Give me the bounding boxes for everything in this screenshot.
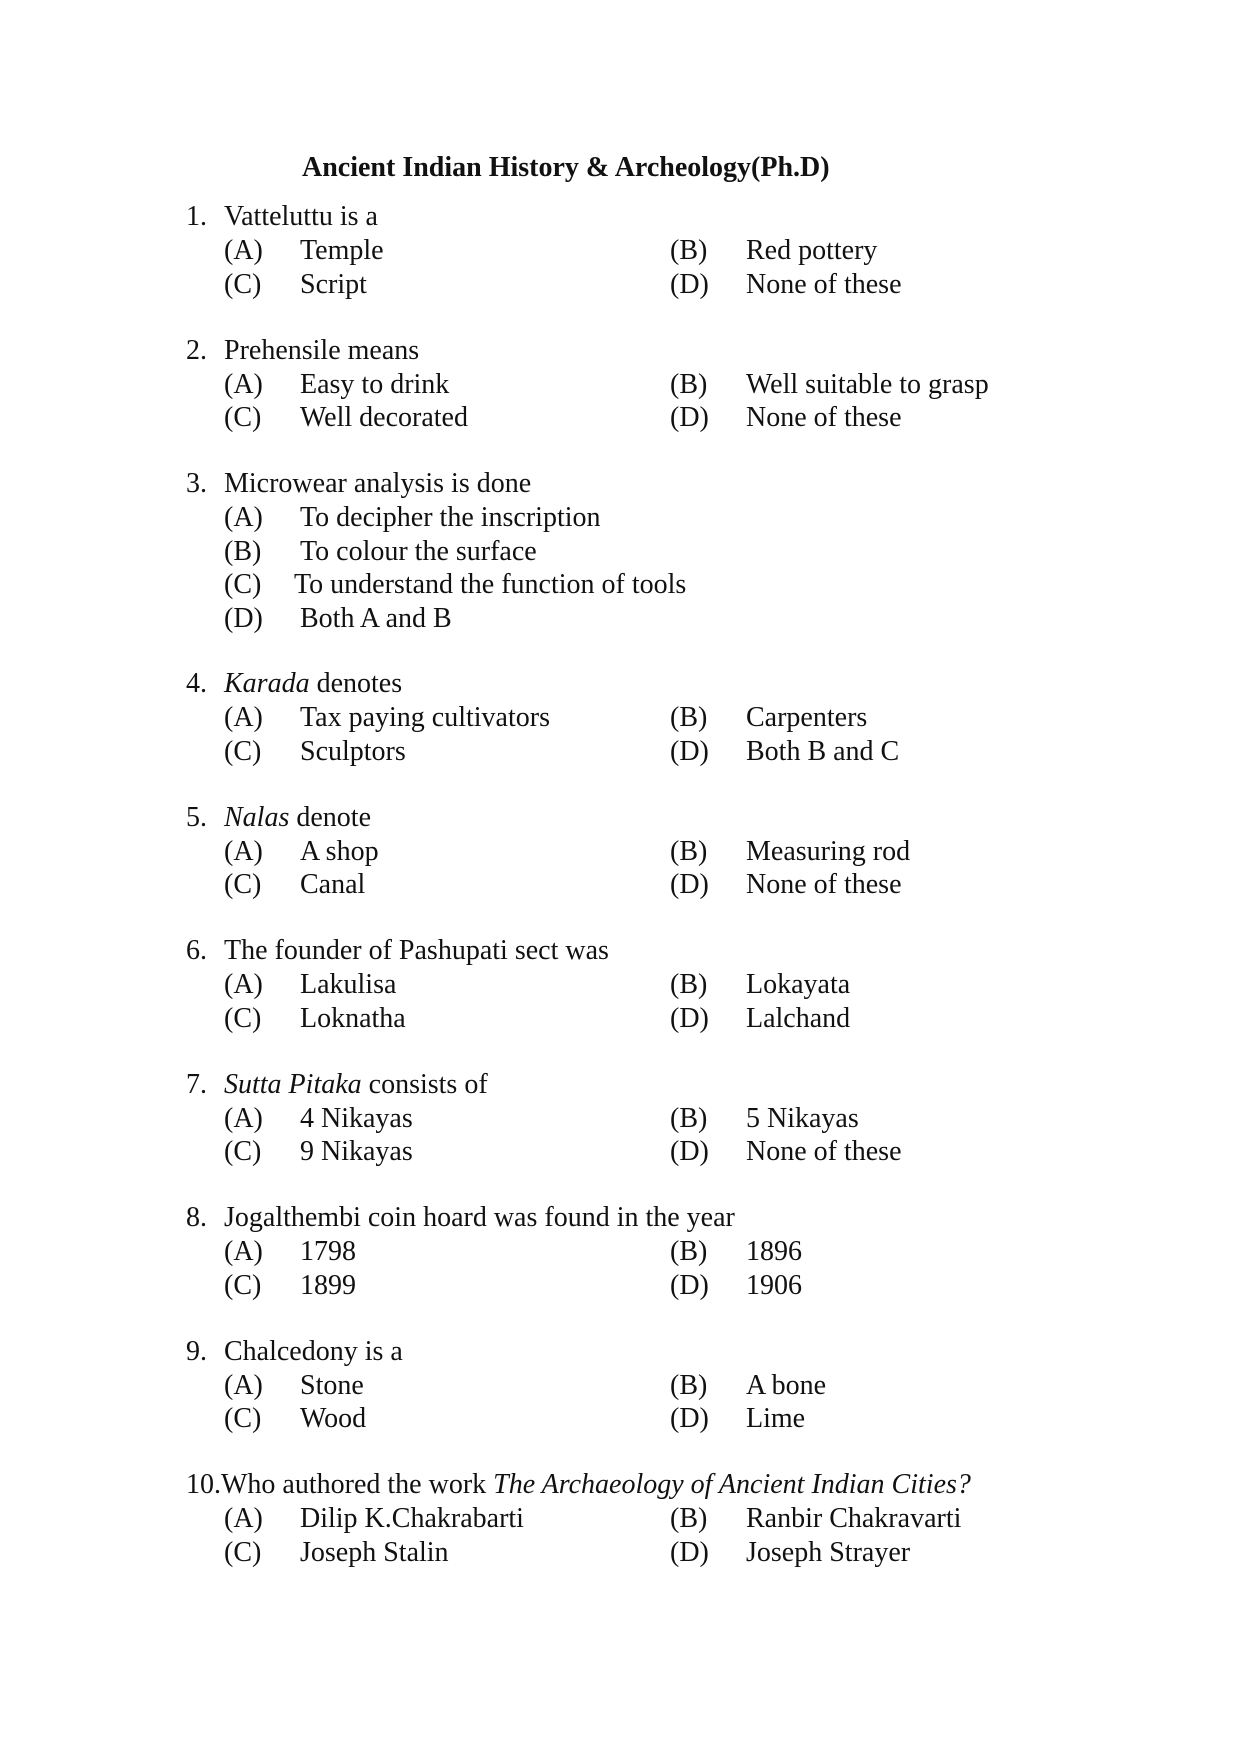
option-b <box>670 835 910 869</box>
option-text: Joseph Stalin <box>300 1536 449 1568</box>
option-b <box>224 535 537 569</box>
option-a <box>224 1102 413 1136</box>
option-text: 1899 <box>300 1269 356 1301</box>
question-stem <box>186 467 1186 501</box>
option-letter: (C) <box>224 1136 262 1167</box>
option-a <box>224 1502 524 1536</box>
option-c <box>224 268 367 302</box>
option-letter: (D) <box>670 268 709 300</box>
option-letter: (A) <box>224 1236 263 1267</box>
option-text: Loknatha <box>300 1002 406 1034</box>
question-10 <box>186 1468 1186 1602</box>
question-text-part: Chalcedony is a <box>224 1335 403 1367</box>
question-stem <box>186 667 1186 701</box>
question-text-part: The founder of Pashupati sect was <box>224 935 609 966</box>
question-7 <box>186 1068 1186 1202</box>
question-text-part: Prehensile means <box>224 334 420 366</box>
question-number: 7. <box>186 1068 207 1100</box>
option-a <box>224 701 550 735</box>
option-letter: (C) <box>224 735 262 767</box>
option-text: To understand the function of tools <box>294 569 687 600</box>
option-row <box>186 1002 1186 1036</box>
option-letter: (A) <box>224 368 263 400</box>
question-number: 4. <box>186 668 207 699</box>
option-text: A bone <box>746 1369 827 1401</box>
option-row <box>186 535 1186 569</box>
question-text-part: denote <box>289 801 371 833</box>
option-d <box>670 735 899 769</box>
option-d <box>670 1135 902 1169</box>
option-letter: (D) <box>670 1002 709 1034</box>
option-letter: (D) <box>670 1269 709 1301</box>
option-b <box>670 234 877 268</box>
option-letter: (A) <box>224 969 263 1000</box>
option-row <box>186 501 1186 535</box>
option-text: Ranbir Chakravarti <box>746 1503 962 1534</box>
option-letter: (C) <box>224 1002 262 1034</box>
option-letter: (B) <box>224 535 262 567</box>
question-text <box>224 335 419 366</box>
option-text: 5 Nikayas <box>746 1102 859 1134</box>
question-text <box>224 1069 488 1100</box>
question-3 <box>186 467 1186 634</box>
option-text: 1798 <box>300 1236 356 1267</box>
option-text: Tax paying cultivators <box>300 702 550 733</box>
question-stem <box>186 1468 1186 1502</box>
question-stem <box>186 1335 1186 1369</box>
option-letter: (C) <box>224 402 262 433</box>
question-text <box>224 668 402 699</box>
option-row <box>186 1369 1186 1403</box>
option-text: To colour the surface <box>300 535 537 567</box>
option-b <box>670 968 850 1002</box>
question-stem <box>186 1068 1186 1102</box>
option-text: Well suitable to grasp <box>746 368 989 400</box>
option-a <box>224 968 396 1002</box>
option-c <box>224 401 468 435</box>
option-row <box>186 234 1186 268</box>
option-a <box>224 1369 364 1403</box>
option-d <box>670 1002 850 1036</box>
question-number: 1. <box>186 201 207 232</box>
option-d <box>670 1402 805 1436</box>
option-row <box>186 1402 1186 1436</box>
option-text: Lime <box>746 1403 806 1434</box>
option-text: Carpenters <box>746 702 868 733</box>
option-letter: (C) <box>224 1269 262 1301</box>
option-text: 1906 <box>746 1269 802 1301</box>
option-a <box>224 501 601 535</box>
option-d <box>670 401 902 435</box>
option-text: Easy to drink <box>300 368 450 400</box>
option-letter: (D) <box>670 1403 709 1434</box>
option-letter: (C) <box>224 1536 262 1568</box>
option-c <box>224 1135 413 1169</box>
question-1 <box>186 200 1186 334</box>
question-4 <box>186 667 1186 801</box>
option-row <box>186 1135 1186 1169</box>
question-stem <box>186 334 1186 368</box>
option-text: None of these <box>746 402 902 433</box>
question-text <box>224 1202 735 1233</box>
option-text: None of these <box>746 869 902 900</box>
option-letter: (C) <box>224 268 262 300</box>
option-a <box>224 835 379 869</box>
option-text: Sculptors <box>300 735 406 767</box>
option-letter: (A) <box>224 702 263 733</box>
option-letter: (B) <box>670 1369 708 1401</box>
option-d <box>670 1269 802 1303</box>
option-letter: (D) <box>670 402 709 433</box>
option-text: Measuring rod <box>746 835 911 867</box>
question-number: 3. <box>186 468 207 499</box>
option-row <box>186 568 1186 602</box>
question-2 <box>186 334 1186 468</box>
option-row <box>186 368 1186 402</box>
option-letter: (D) <box>670 869 709 900</box>
option-letter: (A) <box>224 235 263 266</box>
question-text-part: Microwear analysis is done <box>224 468 532 499</box>
option-letter: (D) <box>224 602 263 634</box>
option-b <box>670 701 867 735</box>
option-row <box>186 835 1186 869</box>
option-text: Joseph Strayer <box>746 1536 911 1568</box>
option-a <box>224 368 449 402</box>
question-text-part: consists of <box>361 1068 488 1100</box>
option-row <box>186 735 1186 769</box>
option-text: A shop <box>300 835 379 867</box>
option-row <box>186 1269 1186 1303</box>
question-number: 5. <box>186 801 207 833</box>
option-text: To decipher the inscription <box>300 502 601 533</box>
option-text: None of these <box>746 1136 902 1167</box>
option-row <box>186 602 1186 636</box>
option-row <box>186 868 1186 902</box>
option-text: 1896 <box>746 1236 802 1267</box>
option-b <box>670 1102 859 1136</box>
page-title: Ancient Indian History & Archeology(Ph.D) <box>302 152 830 183</box>
option-row <box>186 701 1186 735</box>
option-letter: (D) <box>670 1536 709 1568</box>
option-d <box>670 1536 910 1570</box>
option-letter: (D) <box>670 735 709 767</box>
option-letter: (B) <box>670 368 708 400</box>
option-text: Well decorated <box>300 402 468 433</box>
option-b <box>670 368 989 402</box>
question-text <box>224 1336 403 1367</box>
question-number: 6. <box>186 935 207 966</box>
option-letter: (B) <box>670 235 708 266</box>
option-text: Script <box>300 268 367 300</box>
option-b <box>670 1502 961 1536</box>
option-row <box>186 1102 1186 1136</box>
option-text: None of these <box>746 268 902 300</box>
option-c <box>224 1402 366 1436</box>
option-text: Temple <box>300 235 384 266</box>
option-letter: (B) <box>670 969 708 1000</box>
question-number: 8. <box>186 1202 207 1233</box>
option-letter: (B) <box>670 1102 708 1134</box>
option-letter: (C) <box>224 1403 262 1434</box>
option-text: 4 Nikayas <box>300 1102 413 1134</box>
question-text-part: Vatteluttu is a <box>224 201 378 232</box>
question-6 <box>186 934 1186 1068</box>
option-letter: (A) <box>224 835 263 867</box>
question-text-part: Who authored the work <box>221 1469 494 1500</box>
question-stem <box>186 200 1186 234</box>
option-row <box>186 1502 1186 1536</box>
option-row <box>186 268 1186 302</box>
option-text: Stone <box>300 1369 364 1401</box>
question-number: 9. <box>186 1335 207 1367</box>
option-b <box>670 1235 802 1269</box>
question-stem <box>186 801 1186 835</box>
option-row <box>186 401 1186 435</box>
option-a <box>224 1235 356 1269</box>
option-text: Lalchand <box>746 1002 851 1034</box>
option-letter: (B) <box>670 1503 708 1534</box>
question-text <box>224 802 371 833</box>
question-text <box>224 935 609 966</box>
option-row <box>186 1235 1186 1269</box>
question-text <box>221 1469 971 1500</box>
question-8 <box>186 1201 1186 1335</box>
option-c <box>224 568 686 602</box>
option-text: Dilip K.Chakrabarti <box>300 1503 524 1534</box>
option-letter: (B) <box>670 1236 708 1267</box>
question-text <box>224 201 378 232</box>
option-d <box>670 868 902 902</box>
option-d <box>224 602 452 636</box>
option-d <box>670 268 902 302</box>
option-text: Red pottery <box>746 235 878 266</box>
option-row <box>186 968 1186 1002</box>
option-a <box>224 234 384 268</box>
question-text-italic: Karada <box>224 668 310 699</box>
option-text: Both B and C <box>746 735 900 767</box>
question-9 <box>186 1335 1186 1469</box>
option-c <box>224 1536 449 1570</box>
option-letter: (A) <box>224 502 263 533</box>
question-5 <box>186 801 1186 935</box>
option-text: Lakulisa <box>300 969 397 1000</box>
question-text <box>224 468 531 499</box>
option-letter: (A) <box>224 1369 263 1401</box>
question-text-italic: The Archaeology of Ancient Indian Cities? <box>493 1469 971 1500</box>
question-stem <box>186 1201 1186 1235</box>
option-letter: (C) <box>224 869 262 900</box>
option-c <box>224 1002 406 1036</box>
option-c <box>224 868 365 902</box>
question-number: 2. <box>186 334 207 366</box>
option-letter: (D) <box>670 1136 709 1167</box>
option-text: 9 Nikayas <box>300 1136 413 1167</box>
option-text: Canal <box>300 869 366 900</box>
option-c <box>224 735 406 769</box>
option-letter: (A) <box>224 1503 263 1534</box>
question-text-part: denotes <box>309 668 403 699</box>
option-letter: (A) <box>224 1102 263 1134</box>
question-text-italic: Nalas <box>224 801 290 833</box>
question-number: 10. <box>186 1469 221 1500</box>
option-letter: (B) <box>670 702 708 733</box>
option-text: Wood <box>300 1403 367 1434</box>
option-row <box>186 1536 1186 1570</box>
option-letter: (B) <box>670 835 708 867</box>
option-letter: (C) <box>224 569 262 600</box>
option-text: Both A and B <box>300 602 452 634</box>
question-stem <box>186 934 1186 968</box>
question-text-part: Jogalthembi coin hoard was found in the year <box>224 1202 735 1233</box>
option-b <box>670 1369 826 1403</box>
option-c <box>224 1269 356 1303</box>
question-text-italic: Sutta Pitaka <box>224 1068 362 1100</box>
option-text: Lokayata <box>746 969 851 1000</box>
